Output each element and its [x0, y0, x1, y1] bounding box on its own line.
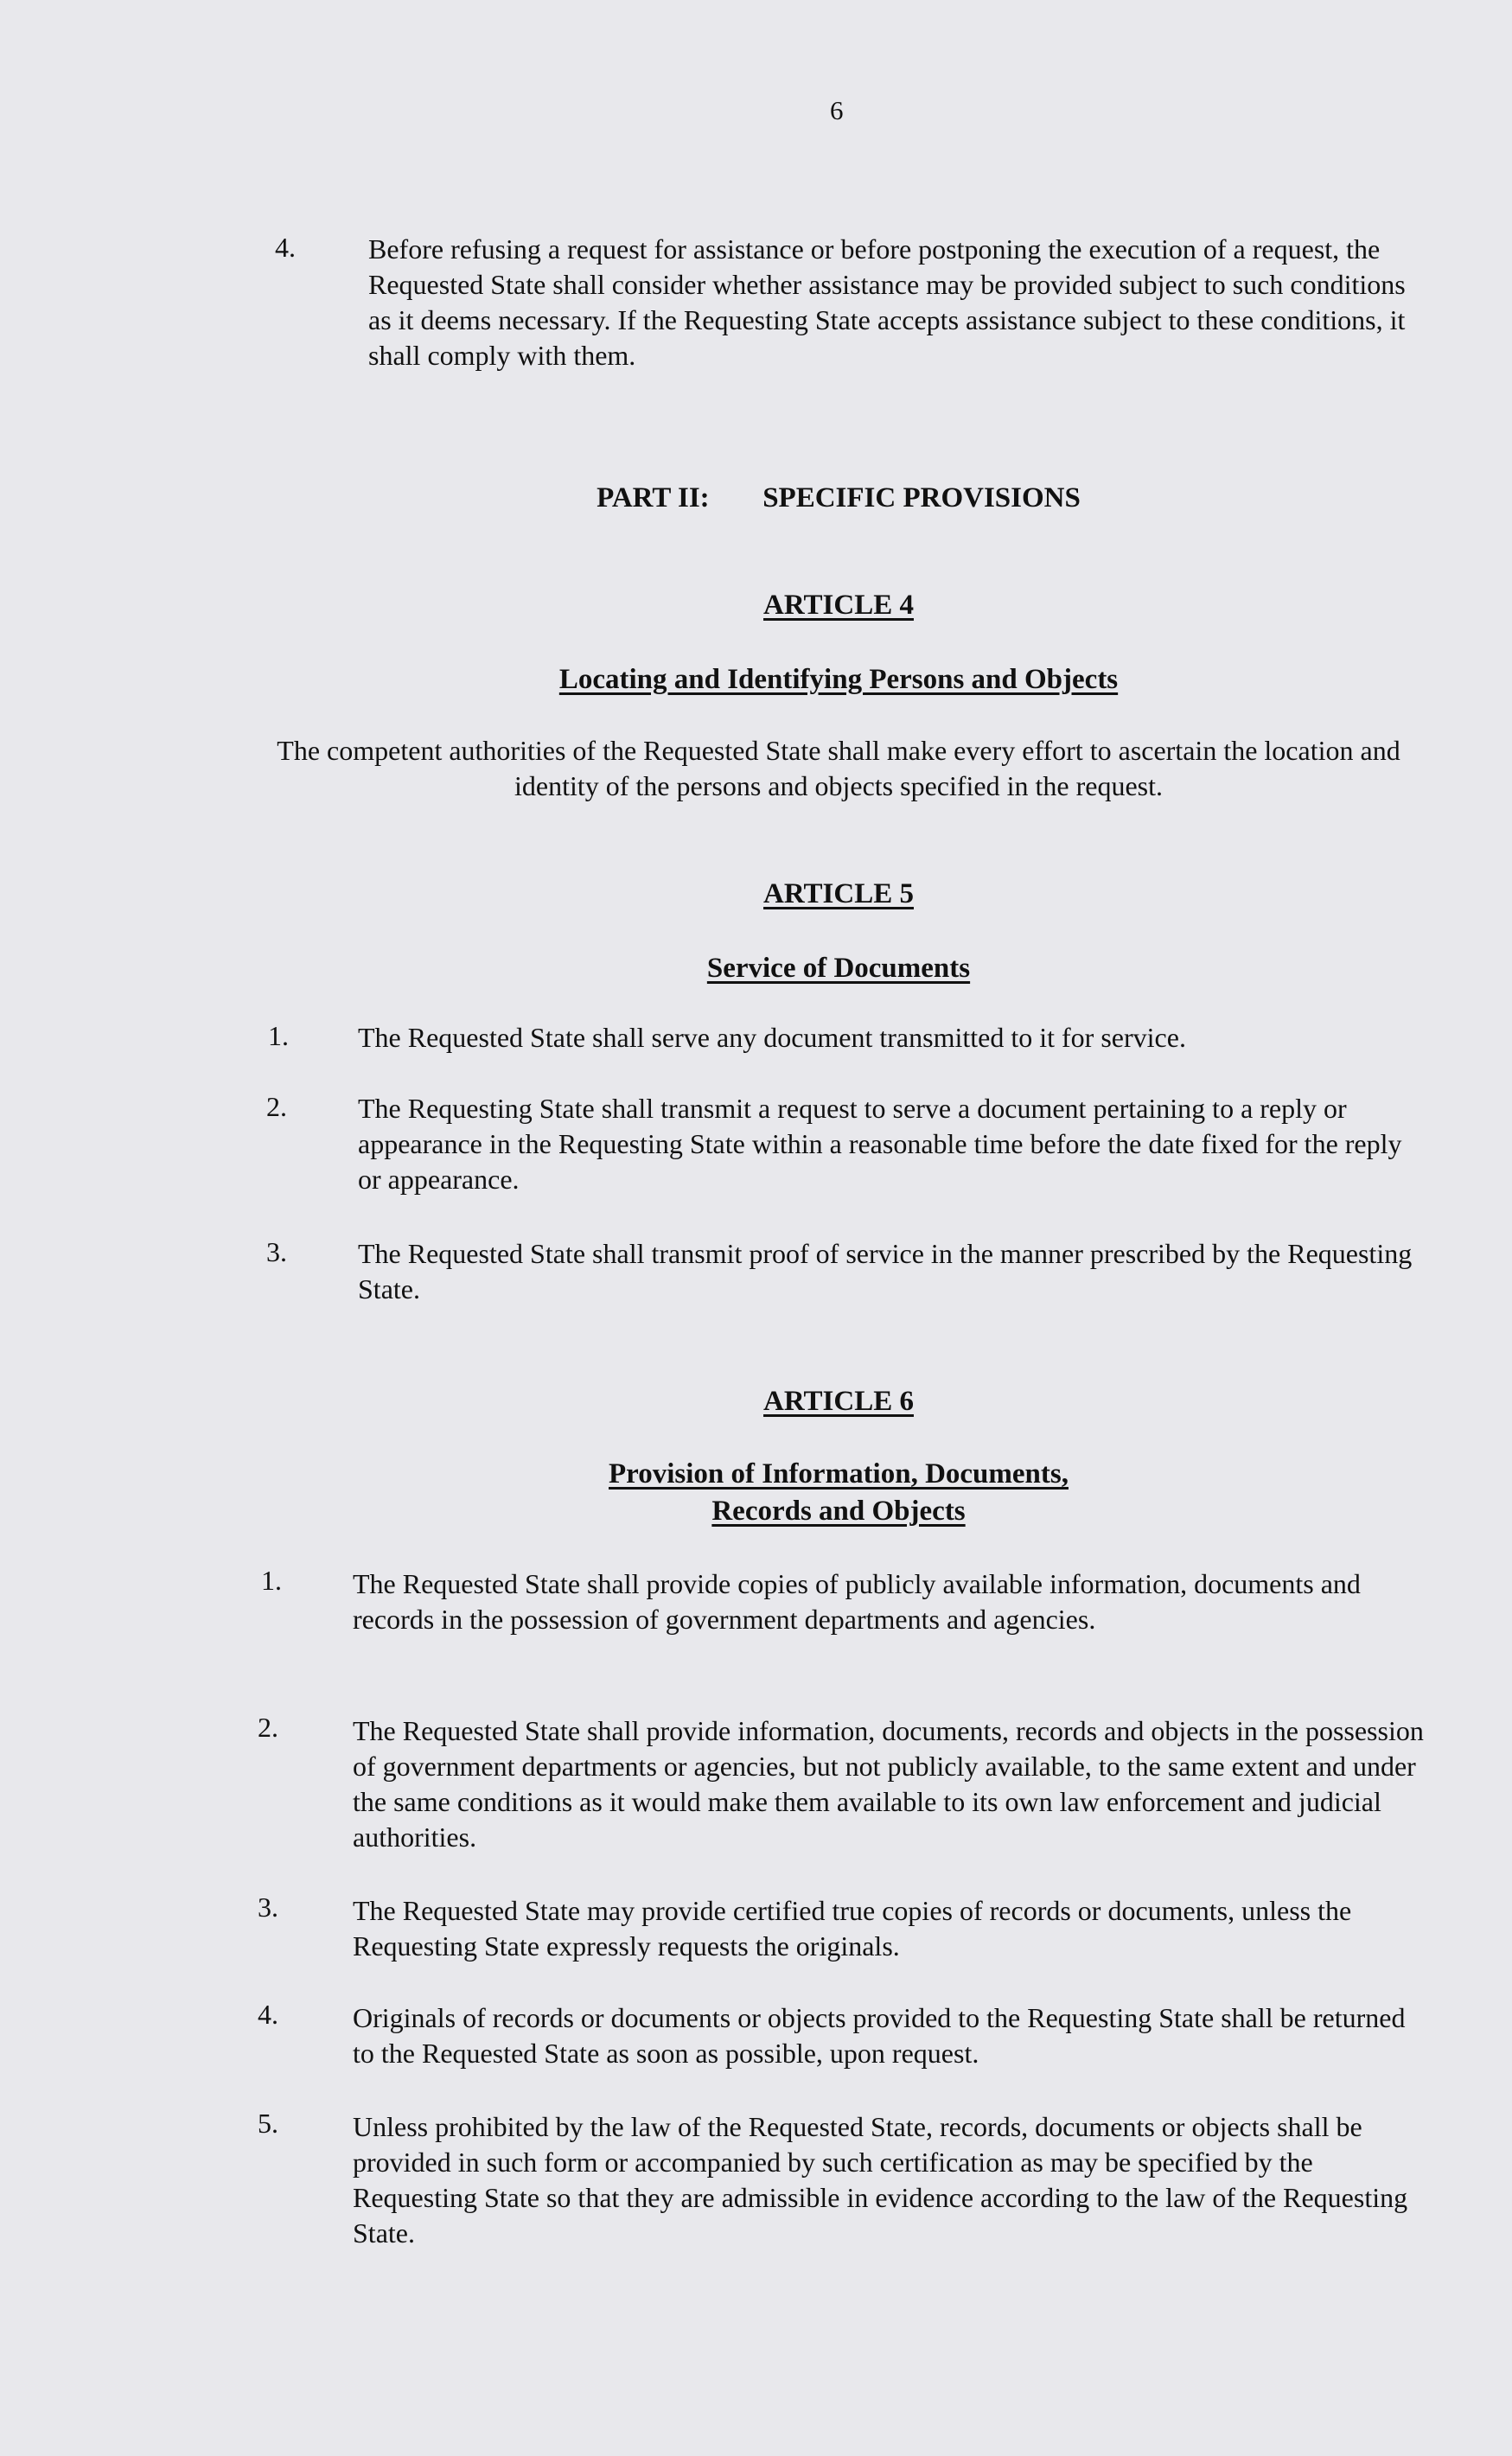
article-6-item-5-text: Unless prohibited by the law of the Requested State, records, documents or objects shall be provided in such form or accompanied by such certification as may be specified by the Requesting State so that they are admissible in evidence according to the law of the Requesting State. [353, 2111, 1408, 2249]
article-6-heading: ARTICLE 6 [763, 1386, 914, 1417]
article-6-item-1-text: The Requested State shall provide copies of publicly available information, documents and records in the possession of government departments and agencies. [353, 1568, 1361, 1635]
article-4-text: The competent authorities of the Requested State shall make every effort to ascertain the location and identity of the persons and objects specified in the request. [277, 735, 1400, 801]
article-5-subheading: Service of Documents [706, 953, 971, 984]
part-heading [346, 482, 1331, 514]
page-number: 6 [830, 95, 844, 125]
article-4-heading: ARTICLE 4 [763, 590, 914, 621]
article-5-item-2-number: 2. [266, 1091, 287, 1122]
article-5-item-3-text: The Requested State shall transmit proof of service in the manner prescribed by the Requesting State. [358, 1238, 1413, 1305]
part-title: SPECIFIC PROVISIONS [762, 482, 1081, 514]
article-6-item-3-number: 3. [258, 1891, 278, 1923]
article-6-item-3-text: The Requested State may provide certified true copies of records or documents, unless the Requesting State expressly requests the originals. [353, 1895, 1352, 1962]
top-item-text: Before refusing a request for assistance or before postponing the execution of a request, the Requested State shall consider whether assistance may be provided subject to such conditions as it deems necessary. If the Requesting State accepts assistance subject to these conditions, it shall comply with them. [368, 233, 1406, 371]
article-6-item-4-number: 4. [258, 1999, 278, 2030]
article-6-item-2-text: The Requested State shall provide information, documents, records and objects in the possession of government departments or agencies, but not publicly available, to the same extent and under the same conditions as it would make them available to its own law enforcement and judicial authorities. [353, 1715, 1424, 1853]
part-label: PART II: [597, 482, 710, 514]
article-4-subheading: Locating and Identifying Persons and Objects [558, 664, 1119, 695]
article-6-item-4-text: Originals of records or documents or objects provided to the Requesting State shall be returned to the Requested State as soon as possible, upon request. [353, 2002, 1406, 2069]
article-6-item-2-number: 2. [258, 1712, 278, 1743]
top-item-number: 4. [275, 232, 296, 263]
article-6-subheading-line1: Provision of Information, Documents, [609, 1458, 1069, 1490]
article-5-item-1-text: The Requested State shall serve any document transmitted to it for service. [358, 1022, 1186, 1053]
article-6-item-5-number: 5. [258, 2108, 278, 2139]
article-5-item-1-number: 1. [268, 1020, 289, 1051]
article-5-item-2-text: The Requesting State shall transmit a request to serve a document pertaining to a reply or appearance in the Requesting State within a reasonable time before the date fixed for the reply or appearance. [358, 1093, 1402, 1195]
article-6-subheading-line2: Records and Objects [711, 1496, 966, 1527]
article-6-item-1-number: 1. [261, 1565, 282, 1596]
article-5-item-3-number: 3. [266, 1236, 287, 1267]
article-5-heading: ARTICLE 5 [763, 878, 914, 909]
